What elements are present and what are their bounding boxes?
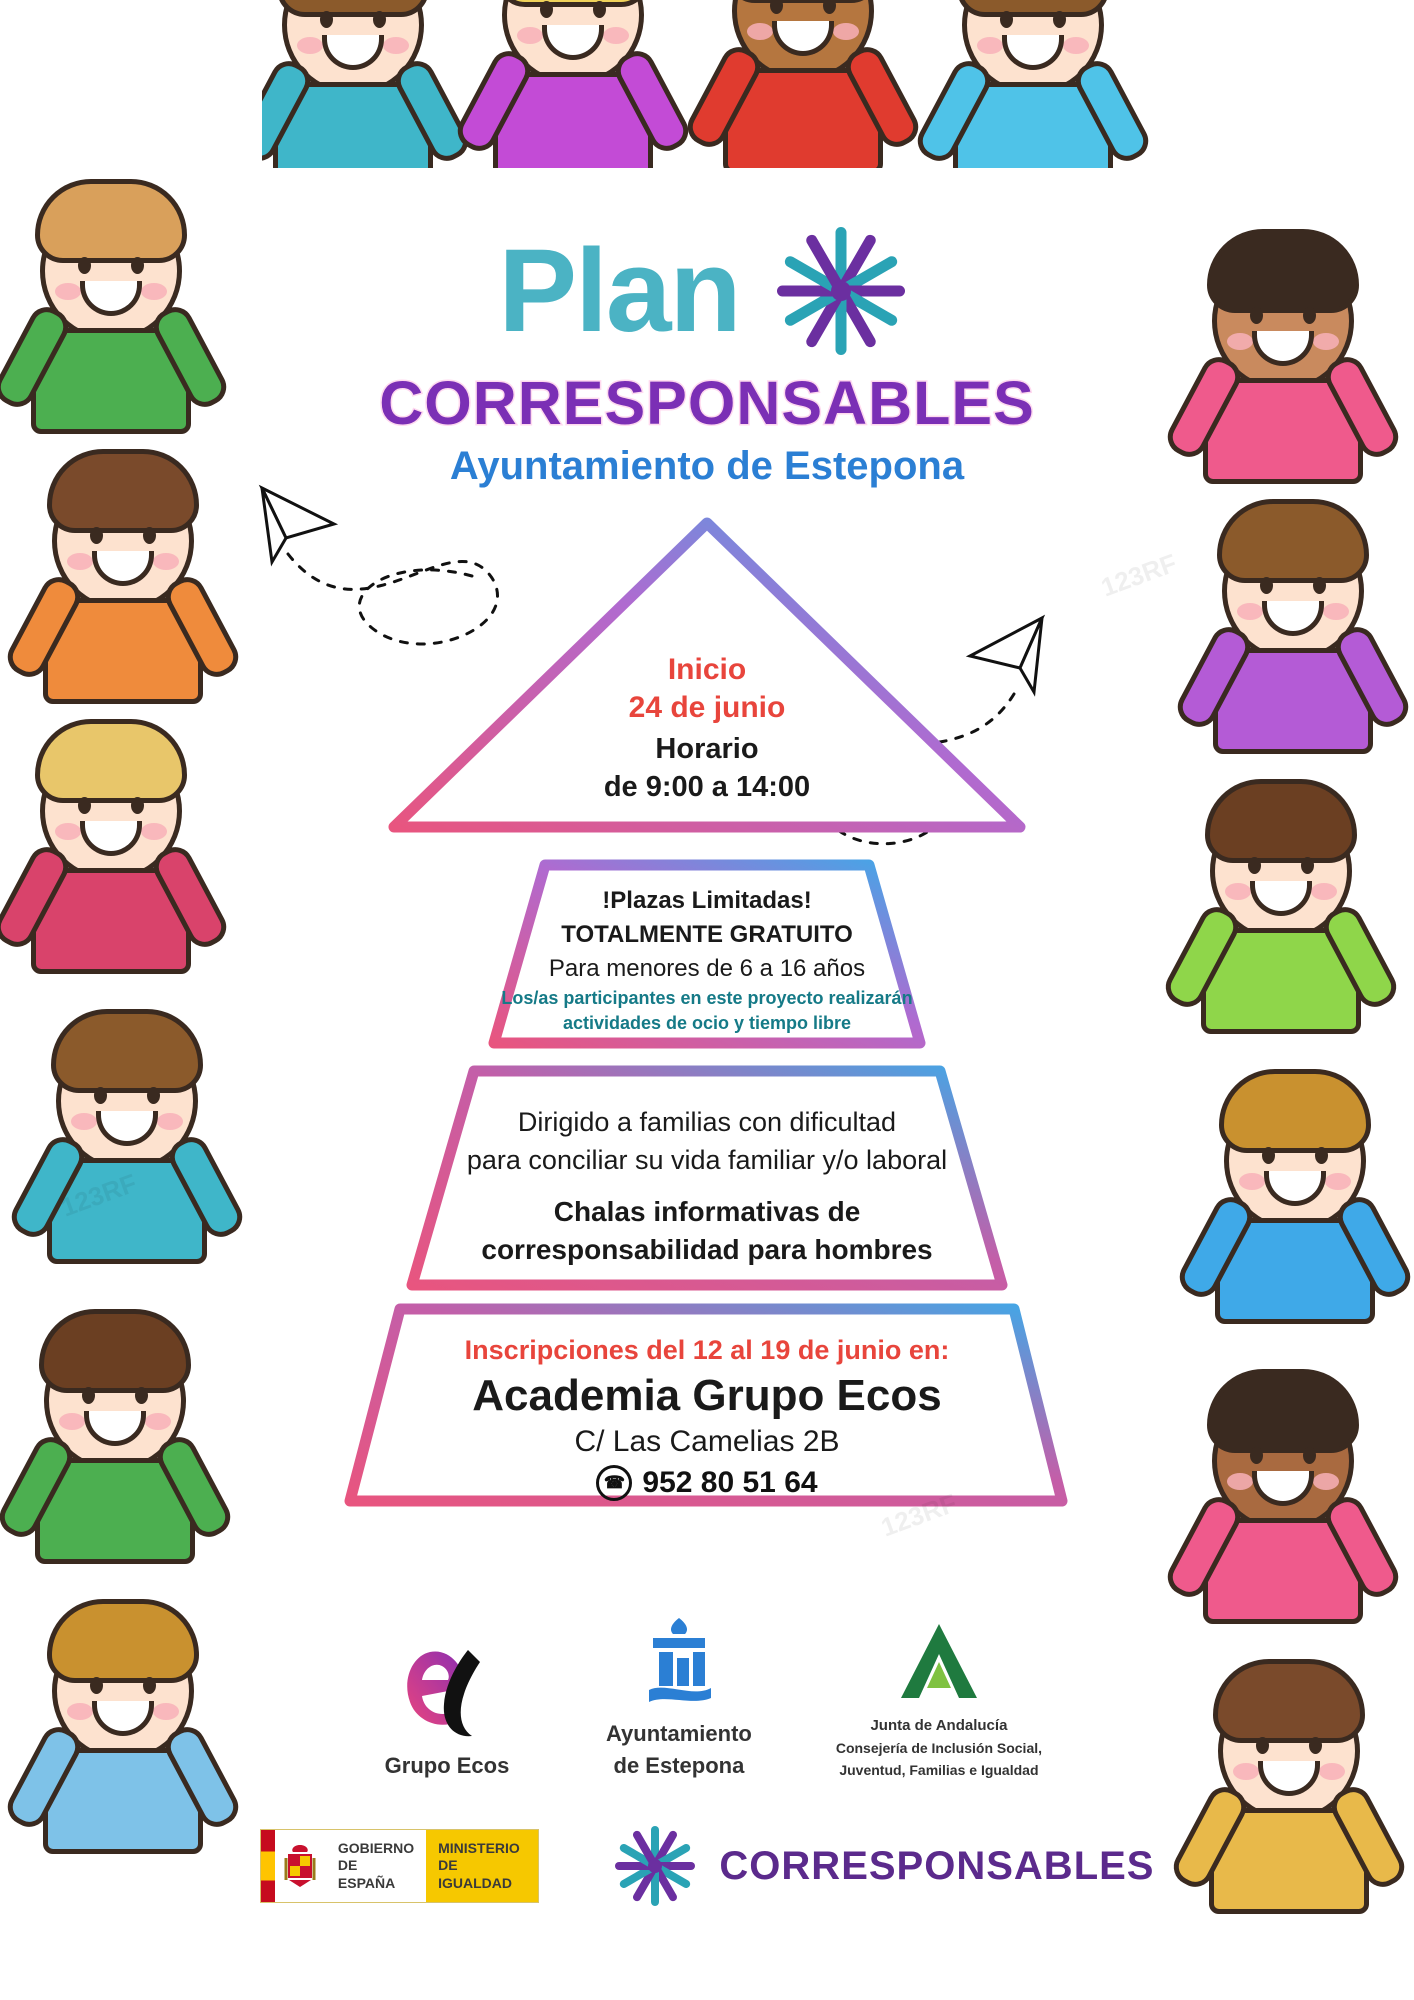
grupo-ecos-caption: Grupo Ecos [384,1752,510,1778]
kid-illustration [44,1330,186,1472]
pyramid-level-1 [262,505,1152,845]
pyramid-l2-line3: Para menores de 6 a 16 años [548,955,866,982]
ministerio-text [426,1830,538,1903]
junta-caption-2: Consejería de Inclusión Social, [835,1739,1043,1756]
junta-caption-1: Junta de Andalucía [870,1716,1008,1734]
pyramid-l1-line2: 24 de junio [628,691,786,724]
logo-grupo-ecos [372,1646,522,1778]
kid-illustration [282,0,424,96]
pyramid-l1-line4: de 9:00 a 14:00 [603,771,811,803]
pyramid-l2-line4: Los/as participantes en este proyecto realizarán [501,988,913,1008]
poster-card [262,168,1155,2000]
kids-border-right [1152,0,1414,2000]
ayuntamiento-caption-1: Ayuntamiento [605,1721,752,1747]
kid-illustration [732,0,874,82]
kid-illustration [40,200,182,342]
spain-coat-of-arms-icon [275,1830,326,1903]
page-title: Plan [498,225,740,357]
ministerio-line1: MINISTERIO [438,1839,520,1856]
kids-border-left [0,0,262,2000]
poster-program-name: CORRESPONSABLES [379,369,1035,437]
kid-illustration [1210,800,1352,942]
estepona-crest-icon [619,1614,739,1710]
pyramid-level-2 [262,857,1152,1053]
gobierno-line2: DE ESPAÑA [337,1857,396,1891]
junta-andalucia-a-icon [893,1618,985,1706]
pyramid-l2-line2: TOTALMENTE GRATUITO [561,921,853,948]
kid-illustration [502,0,644,86]
kid-illustration [1212,1390,1354,1532]
ayuntamiento-caption-2: de Estepona [613,1752,745,1778]
pyramid-l4-line1: Inscripciones del 12 al 19 de junio en: [464,1335,950,1365]
kid-illustration [1224,1090,1366,1232]
logo-junta-andalucia [836,1618,1042,1778]
snowflake-corresponsables-icon [609,1820,701,1912]
pyramid-l4-venue: Academia Grupo Ecos [472,1371,942,1420]
pyramid-level-4 [262,1301,1152,1515]
pyramid-l4-phone[interactable]: 952 80 51 64 [642,1466,818,1499]
kid-illustration [1218,1680,1360,1822]
kid-illustration [1212,250,1354,392]
info-pyramid [262,505,1152,1515]
logo-ayuntamiento [606,1614,752,1778]
pyramid-l1-line1: Inicio [667,653,747,686]
logo-footer [262,1614,1155,1912]
pyramid-l2-line5: actividades de ocio y tiempo libre [562,1013,852,1033]
pyramid-l3-line1: Dirigido a familias con dificultad [517,1107,897,1137]
pyramid-l1-line3: Horario [655,733,759,765]
kid-illustration [40,740,182,882]
pyramid-l3-line2: para conciliar su vida familiar y/o laboral [466,1145,948,1175]
pyramid-l2-line1: !Plazas Limitadas! [602,887,812,914]
gobierno-line1: GOBIERNO [337,1839,415,1856]
ministerio-line2: DE IGUALDAD [438,1857,513,1891]
phone-icon: ☎ [596,1465,632,1501]
pyramid-l4-address: C/ Las Camelias 2B [574,1425,840,1458]
pyramid-l3-line4: corresponsabilidad para hombres [481,1234,933,1265]
kid-illustration [962,0,1104,96]
poster-subtitle: Ayuntamiento de Estepona [449,444,965,488]
kid-illustration [1222,520,1364,662]
logo-gobierno-espana [260,1829,540,1904]
kid-illustration [52,470,194,612]
junta-caption-3: Juventud, Familias e Igualdad [839,1761,1039,1778]
gobierno-text [326,1830,426,1903]
logo-corresponsables [609,1820,1154,1912]
pyramid-l3-line3: Chalas informativas de [553,1196,861,1227]
snowflake-corresponsables-icon [766,216,916,366]
spain-flag-bar-icon [261,1830,276,1903]
pyramid-level-3 [262,1063,1152,1295]
poster-header [262,216,1152,366]
grupo-ecos-e-icon [372,1646,522,1742]
kid-illustration [56,1030,198,1172]
kid-illustration [52,1620,194,1762]
corresponsables-wordmark: CORRESPONSABLES [719,1843,1155,1888]
